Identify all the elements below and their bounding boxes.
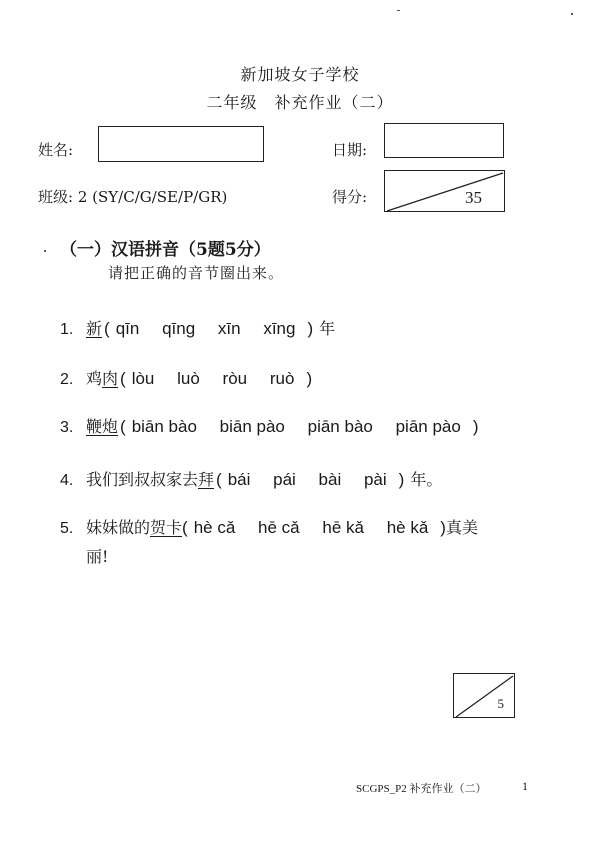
question-5 xyxy=(60,515,478,538)
question-prefix: 鸡 xyxy=(86,369,103,388)
pinyin-option[interactable]: qīn xyxy=(115,319,140,338)
pinyin-options xyxy=(116,319,306,339)
pinyin-option[interactable]: piān bào xyxy=(307,417,373,436)
question-suffix: 年。 xyxy=(410,470,443,489)
section-score-diagonal xyxy=(454,674,516,719)
target-word: 肉 xyxy=(102,369,119,388)
pinyin-options xyxy=(132,369,305,389)
question-number: 2. xyxy=(60,371,74,388)
score-total: 35 xyxy=(465,188,482,207)
pinyin-option[interactable]: bài xyxy=(318,470,342,489)
score-box xyxy=(384,170,505,212)
close-paren: ) xyxy=(440,518,446,537)
pinyin-option[interactable]: pài xyxy=(363,470,387,489)
question-number: 1. xyxy=(60,321,74,338)
open-paren: ( xyxy=(182,518,188,537)
open-paren: ( xyxy=(120,369,126,388)
pinyin-option[interactable]: ruò xyxy=(269,369,295,388)
question-suffix: 年 xyxy=(319,319,336,338)
question-prefix: 我们到叔叔家去 xyxy=(86,470,199,489)
pinyin-options xyxy=(194,518,439,538)
class-label: 班级: 2 (SY/C/G/SE/P/GR) xyxy=(38,188,228,206)
pinyin-option[interactable]: hē cǎ xyxy=(258,518,300,537)
open-paren: ( xyxy=(120,417,126,436)
pinyin-option[interactable]: lòu xyxy=(131,369,155,388)
page-number: 1 xyxy=(522,779,528,793)
target-word: 鞭炮 xyxy=(86,417,119,436)
section-score-box xyxy=(453,673,515,718)
score-diagonal-line xyxy=(385,171,506,213)
pinyin-option[interactable]: bái xyxy=(227,470,251,489)
pinyin-option[interactable]: piān pào xyxy=(395,417,461,436)
date-field[interactable] xyxy=(384,123,504,158)
section-title: （一）汉语拼音（5题5分） xyxy=(60,240,271,260)
section-instruction: 请把正确的音节圈出来。 xyxy=(108,264,285,282)
pinyin-option[interactable]: biān pào xyxy=(219,417,285,436)
pinyin-option[interactable]: pái xyxy=(273,470,296,489)
close-paren: ) xyxy=(472,417,479,436)
question-number: 4. xyxy=(60,472,74,489)
pinyin-option[interactable]: hē kǎ xyxy=(322,518,364,537)
question-wrap-text: 丽! xyxy=(86,547,109,566)
scan-speck xyxy=(397,10,400,11)
close-paren: ) xyxy=(398,470,405,489)
pinyin-option[interactable]: qīng xyxy=(162,319,196,338)
score-label: 得分: xyxy=(332,188,368,206)
target-word: 新 xyxy=(86,319,103,338)
question-5-continuation xyxy=(86,544,108,567)
name-label: 姓名: xyxy=(38,141,74,159)
close-paren: ) xyxy=(306,369,313,388)
question-4 xyxy=(60,467,442,490)
footer-code: SCGPS_P2 补充作业（二） xyxy=(356,783,487,795)
close-paren: ) xyxy=(307,319,314,338)
pinyin-option[interactable]: hè cǎ xyxy=(193,518,236,537)
question-1 xyxy=(60,316,335,339)
pinyin-option[interactable]: ròu xyxy=(222,369,248,388)
question-prefix: 妹妹做的 xyxy=(86,518,151,537)
section-score-total: 5 xyxy=(497,696,504,711)
pinyin-option[interactable]: xīng xyxy=(263,319,296,338)
target-word: 贺卡 xyxy=(150,518,183,537)
name-field[interactable] xyxy=(98,126,264,162)
question-suffix: 真美 xyxy=(445,518,478,537)
question-3 xyxy=(60,414,485,437)
open-paren: ( xyxy=(104,319,110,338)
open-paren: ( xyxy=(216,470,222,489)
scan-speck xyxy=(571,13,573,15)
worksheet-title: 二年级 补充作业（二） xyxy=(206,93,394,112)
pinyin-option[interactable]: hè kǎ xyxy=(386,518,429,537)
pinyin-option[interactable]: xīn xyxy=(217,319,241,338)
pinyin-option[interactable]: biān bào xyxy=(131,417,197,436)
date-label: 日期: xyxy=(332,141,368,159)
question-number: 5. xyxy=(60,520,74,537)
pinyin-options xyxy=(132,417,471,437)
target-word: 拜 xyxy=(198,470,215,489)
school-name: 新加坡女子学校 xyxy=(240,65,360,84)
question-2 xyxy=(60,366,318,389)
scan-speck xyxy=(44,250,46,252)
pinyin-options xyxy=(228,470,397,490)
pinyin-option[interactable]: luò xyxy=(177,369,200,388)
question-number: 3. xyxy=(60,419,74,436)
